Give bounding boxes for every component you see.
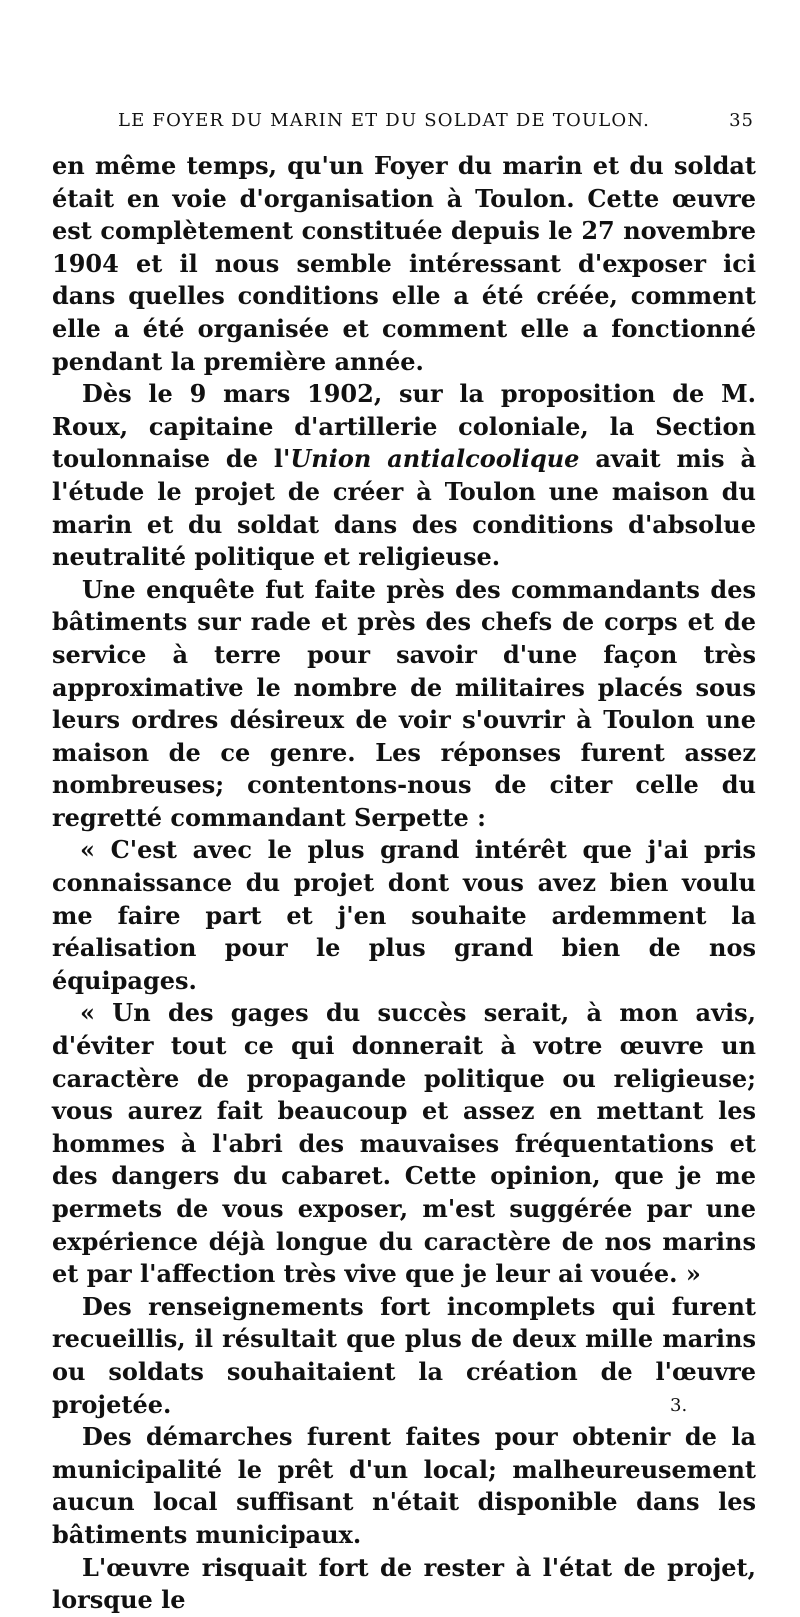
paragraph: L'œuvre risquait fort de rester à l'état de projet, lorsque le — [52, 1552, 756, 1615]
paragraph — [52, 378, 756, 574]
body-text — [52, 150, 756, 1617]
italic-organization-name: Union antialcoolique — [290, 444, 580, 474]
running-title: LE FOYER DU MARIN ET DU SOLDAT DE TOULON. — [118, 110, 651, 131]
paragraph: Des renseignements fort incomplets qui furent recueillis, il résultait que plus de deux mille marins ou soldats souhaitaient la création de l'œuvre projetée. — [52, 1291, 756, 1419]
paragraph: Une enquête fut faite près des commandants des bâtiments sur rade et près des chefs de corps et de service à terre pour savoir d'une façon très approximative le nombre de militaires placés sous leurs ordres désireux de voir s'ouvrir à Toulon une maison de ce genre. Les réponses furent assez nombreuses; contentons-nous de citer celle du regretté commandant Serpette : — [52, 574, 756, 832]
paragraph-text: Dès le 9 mars 1902, sur la proposition de M. Roux, capitaine d'artillerie coloniale, la Section toulonnaise de l' — [52, 379, 756, 474]
quote-paragraph: « Un des gages du succès serait, à mon avis, d'éviter tout ce qui donnerait à votre œuvre un caractère de propagande politique ou religieuse; vous aurez fait beaucoup et assez en mettant les hommes à l'abri des mauvaises fréquentations et des dangers du cabaret. Cette opinion, que je me permets de vous exposer, m'est suggérée par une expérience déjà longue du caractère de nos marins et par l'affection très vive que je leur ai vouée. » — [52, 998, 756, 1289]
paragraph: en même temps, qu'un Foyer du marin et du soldat était en voie d'organisation à Toulon. Cette œuvre est complètement constituée depuis le 27 novembre 1904 et il nous semble intéressant d'exposer ici dans quelles conditions elle a été créée, comment elle a été organisée et comment elle a fonctionné pendant la première année. — [52, 151, 756, 376]
paragraph-text: avait mis à l'étude le projet de créer à Toulon une maison du marin et du soldat dans des conditions d'absolue neutralité politique et religieuse. — [52, 444, 757, 572]
page-number: 35 — [729, 110, 754, 131]
paragraph: Des démarches furent faites pour obtenir de la municipalité le prêt d'un local; malheureusement aucun local suffisant n'était disponible dans les bâtiments municipaux. — [52, 1422, 756, 1549]
quote-paragraph: « C'est avec le plus grand intérêt que j'ai pris connaissance du projet dont vous avez bien voulu me faire part et j'en souhaite ardemment la réalisation pour le plus grand bien de nos équipages. — [52, 835, 756, 995]
page-header — [118, 110, 754, 140]
signature-mark: 3. — [670, 1395, 688, 1416]
